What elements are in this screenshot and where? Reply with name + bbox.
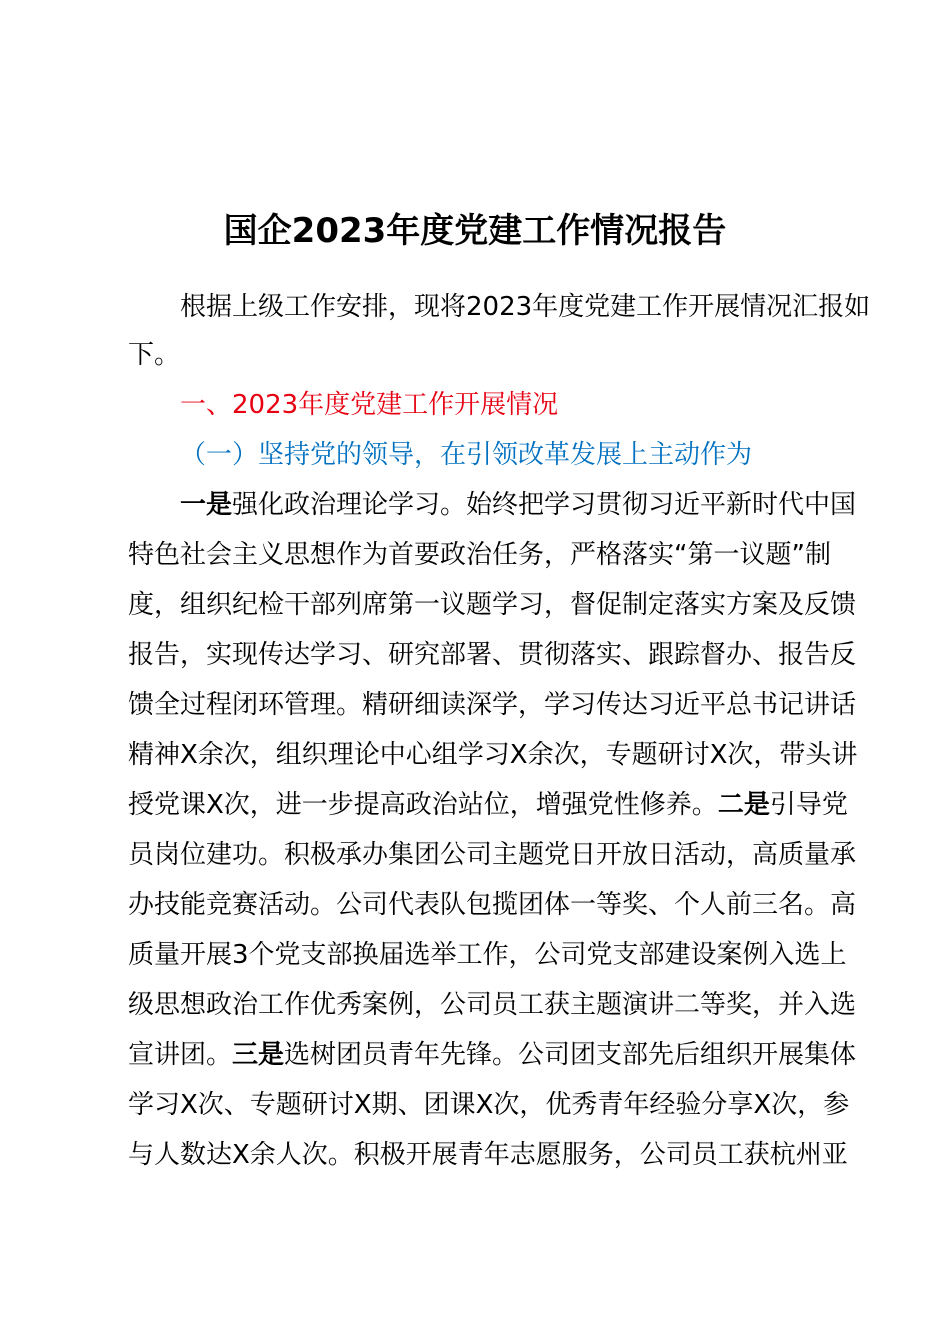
- body-line-text: 报告，实现传达学习、研究部署、贯彻落实、跟踪督办、报告反: [128, 640, 857, 670]
- body-line-text: 引导党: [769, 790, 848, 820]
- section-heading: 一、2023年度党建工作开展情况: [180, 390, 559, 420]
- body-line: [128, 880, 868, 930]
- ordinal-marker: 一是: [180, 490, 233, 520]
- body-line-text: 度，组织纪检干部列席第一议题学习，督促制定落实方案及反馈: [128, 590, 857, 620]
- body-line: [128, 530, 868, 580]
- body-line: [128, 980, 868, 1030]
- body-line: [128, 730, 868, 780]
- body-line: [128, 580, 868, 630]
- body-line-text: 宣讲团。: [128, 1040, 233, 1070]
- body-line-text: 选树团员青年先锋。公司团支部先后组织开展集体: [284, 1040, 857, 1070]
- body-line-text: 强化政治理论学习。始终把学习贯彻习近平新时代中国: [232, 490, 857, 520]
- body-line-text: 员岗位建功。积极承办集团公司主题党日开放日活动，高质量承: [128, 840, 857, 870]
- body-line: [128, 830, 868, 880]
- body-line: [128, 780, 868, 830]
- body-line-text: 级思想政治工作优秀案例，公司员工获主题演讲二等奖，并入选: [128, 990, 857, 1020]
- body-line-text: 特色社会主义思想作为首要政治任务，严格落实“第一议题”制: [128, 540, 831, 570]
- body-line-text: 学习X次、专题研讨X期、团课X次，优秀青年经验分享X次，参: [128, 1090, 850, 1120]
- body-line: [180, 480, 920, 530]
- body-line-text: 办技能竞赛活动。公司代表队包揽团体一等奖、个人前三名。高: [128, 890, 857, 920]
- body-line: [128, 1030, 868, 1080]
- intro-line-1: 根据上级工作安排，现将2023年度党建工作开展情况汇报如: [180, 292, 871, 322]
- intro-line-2: 下。: [128, 340, 181, 370]
- ordinal-marker: 二是: [717, 790, 770, 820]
- body-line: [128, 630, 868, 680]
- subsection-heading: （一）坚持党的领导，在引领改革发展上主动作为: [180, 440, 753, 470]
- document-title: 国企2023年度党建工作情况报告: [223, 211, 727, 251]
- body-line-text: 馈全过程闭环管理。精研细读深学，学习传达习近平总书记讲话: [128, 690, 857, 720]
- ordinal-marker: 三是: [232, 1040, 285, 1070]
- body-line: [128, 680, 868, 730]
- body-line: [128, 1130, 868, 1180]
- body-line: [128, 930, 868, 980]
- body-line-text: 授党课X次，进一步提高政治站位，增强党性修养。: [128, 790, 718, 820]
- body-line: [128, 1080, 868, 1130]
- body-line-text: 精神X余次，组织理论中心组学习X余次，专题研讨X次，带头讲: [128, 740, 858, 770]
- body-line-text: 与人数达X余人次。积极开展青年志愿服务，公司员工获杭州亚: [128, 1140, 848, 1170]
- body-line-text: 质量开展3个党支部换届选举工作，公司党支部建设案例入选上: [128, 940, 847, 970]
